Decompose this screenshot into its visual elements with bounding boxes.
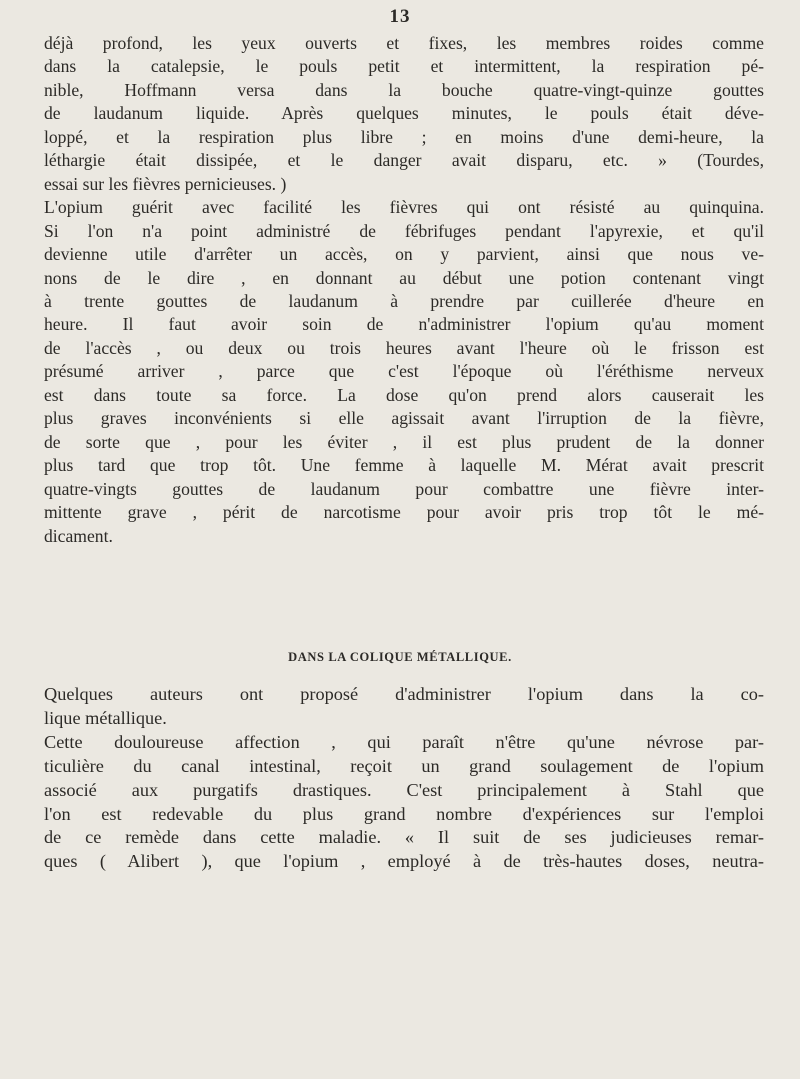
paragraph-opium-fevers <box>44 196 764 548</box>
text-line: Quelques auteurs ont proposé d'administrer l'opium dans la co- <box>44 684 764 704</box>
text-line: à trente gouttes de laudanum à prendre par cuillerée d'heure en <box>44 290 764 311</box>
text-line: présumé arriver , parce que c'est l'époque où l'éréthisme nerveux <box>44 361 764 382</box>
text-line: déjà profond, les yeux ouverts et fixes, les membres roides comme <box>44 33 764 53</box>
text-line: l'on est redevable du plus grand nombre d'expériences sur l'emploi <box>44 803 764 824</box>
text-line: nible, Hoffmann versa dans la bouche quatre-vingt-quinze gouttes <box>44 79 764 100</box>
text-line: de ce remède dans cette maladie. « Il suit de ses judicieuses remar- <box>44 827 764 848</box>
page-number: 13 <box>389 6 411 27</box>
text-line: devienne utile d'arrêter un accès, on y parvient, ainsi que nous ve- <box>44 244 764 265</box>
paragraph-colic-intro <box>44 683 764 731</box>
text-line: ques ( Alibert ), que l'opium , employé à de très-hautes doses, neutra- <box>44 851 764 872</box>
section-heading: DANS LA COLIQUE MÉTALLIQUE. <box>288 650 512 664</box>
text-line: lique métallique. <box>44 707 167 728</box>
text-line: heure. Il faut avoir soin de n'administrer l'opium qu'au moment <box>44 314 764 335</box>
text-line: ticulière du canal intestinal, reçoit un grand soulagement de l'opium <box>44 755 764 776</box>
text-line: quatre-vingts gouttes de laudanum pour combattre une fièvre inter- <box>44 478 764 499</box>
text-line: L'opium guérit avec facilité les fièvres qui ont résisté au quinquina. <box>44 197 764 218</box>
body-text-upper <box>44 32 764 548</box>
text-line: nons de le dire , en donnant au début une potion contenant vingt <box>44 267 764 288</box>
text-line: léthargie était dissipée, et le danger avait disparu, etc. » (Tourdes, <box>44 150 764 171</box>
text-line: de sorte que , pour les éviter , il est plus prudent de la donner <box>44 431 764 452</box>
paragraph-continued <box>44 32 764 196</box>
text-line: de laudanum liquide. Après quelques minutes, le pouls était déve- <box>44 103 764 124</box>
text-line: est dans toute sa force. La dose qu'on prend alors causerait les <box>44 384 764 405</box>
text-line: mittente grave , périt de narcotisme pour avoir pris trop tôt le mé- <box>44 502 764 523</box>
text-line: plus tard que trop tôt. Une femme à laquelle M. Mérat avait prescrit <box>44 455 764 476</box>
body-text-lower <box>44 683 764 874</box>
paragraph-colic-treatment <box>44 731 764 874</box>
text-line: loppé, et la respiration plus libre ; en moins d'une demi-heure, la <box>44 126 764 147</box>
text-line: Cette douloureuse affection , qui paraît n'être qu'une névrose par- <box>44 731 764 752</box>
text-line: dicament. <box>44 525 113 546</box>
text-line: associé aux purgatifs drastiques. C'est principalement à Stahl que <box>44 779 764 800</box>
text-line: de l'accès , ou deux ou trois heures avant l'heure où le frisson est <box>44 337 764 358</box>
text-line: essai sur les fièvres pernicieuses. ) <box>44 173 287 194</box>
text-line: Si l'on n'a point administré de fébrifuges pendant l'apyrexie, et qu'il <box>44 220 764 241</box>
text-line: plus graves inconvénients si elle agissait avant l'irruption de la fièvre, <box>44 408 764 429</box>
text-line: dans la catalepsie, le pouls petit et intermittent, la respiration pé- <box>44 56 764 77</box>
